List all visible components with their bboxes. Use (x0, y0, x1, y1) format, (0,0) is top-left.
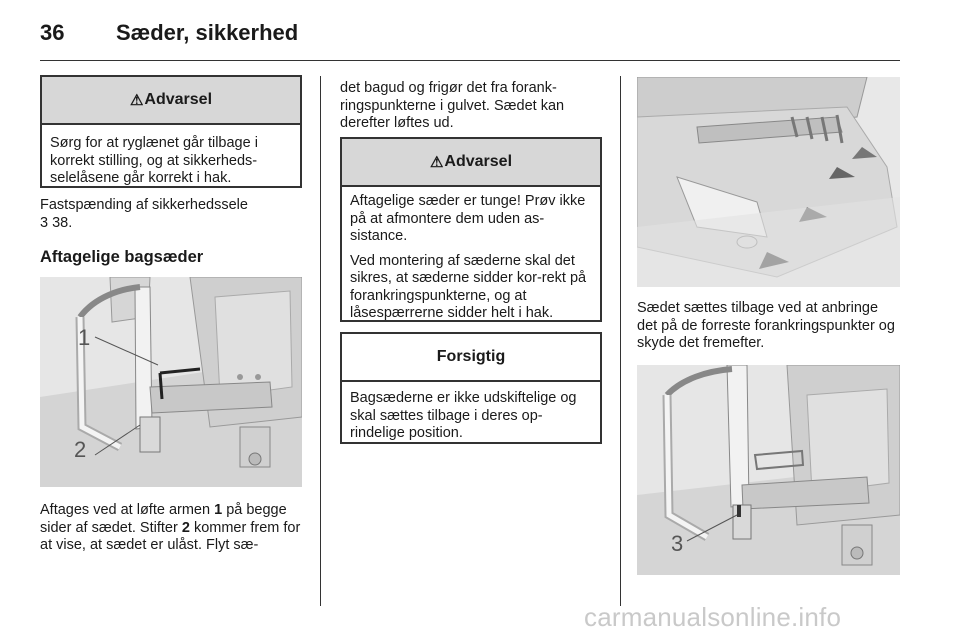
para-ref-2: 2 (181, 519, 190, 536)
warning-box-header (342, 139, 600, 187)
section-heading: Aftagelige bagsæder (40, 248, 204, 266)
figure-label-1: 1 (78, 325, 91, 350)
para-text-1: Aftages ved at løfte armen (40, 502, 215, 518)
caution-title: Forsigtig (436, 348, 506, 365)
caution-box (340, 332, 602, 444)
figure-seat-release (40, 277, 302, 487)
warning-text: Sørg for at ryglænet går tilbage i korrekt stilling, og at sikkerheds-selelåsene går korrekt i hak. (50, 135, 258, 186)
seat-anchors-illustration (637, 77, 900, 287)
column-divider-2 (620, 76, 621, 606)
header-rule (40, 60, 900, 61)
warning-text-2: Ved montering af sæderne skal det sikres, at sæderne sidder kor-rekt på forankringspunkterne, og at låsespærrerne sidder helt i hak. (350, 252, 587, 321)
warning-title: Advarsel (144, 91, 213, 108)
figure-seat-anchors (637, 77, 900, 287)
cross-reference-page[interactable]: 3 38. (40, 214, 73, 231)
para-text-2: på begge sider af sædet. Stifter (40, 502, 287, 536)
caution-text: Bagsæderne er ikke udskiftelige og skal sættes tilbage i deres op-rindelige position. (350, 390, 577, 441)
warning-box-2 (340, 137, 602, 322)
cross-reference (40, 197, 302, 232)
para-ref-1: 1 (214, 502, 223, 518)
warning-triangle-icon: ⚠ (129, 92, 144, 109)
warning-title: Advarsel (444, 153, 513, 170)
warning-text-1: Aftagelige sæder er tunge! Prøv ikke på at afmontere dem uden as-sistance. (350, 193, 586, 244)
warning-box-header (42, 77, 300, 125)
caution-box-header (342, 334, 600, 382)
removal-paragraph (40, 502, 302, 555)
page-number: 36 (40, 20, 65, 45)
watermark: carmanualsonline.info (584, 602, 842, 632)
column-divider-1 (320, 76, 321, 606)
figure-label-2: 2 (74, 437, 87, 462)
chapter-title: Sæder, sikkerhed (116, 20, 299, 45)
para-text-3: kommer frem for at vise, at sædet er ulåst. Flyt sæ- (40, 519, 301, 553)
figure-label-3: 3 (671, 531, 684, 556)
refit-paragraph: Sædet sættes tilbage ved at anbringe det på de forreste forankringspunkter og skyde det fremefter. (637, 300, 895, 351)
warning-triangle-icon: ⚠ (429, 154, 444, 171)
warning-box-1 (40, 75, 302, 188)
cross-reference-text: Fastspænding af sikkerhedssele (40, 197, 248, 213)
continued-paragraph: det bagud og frigør det fra forank-ringspunkterne i gulvet. Sædet kan derefter løftes ud. (340, 80, 565, 131)
warning-body (342, 187, 600, 331)
figure-seat-lock (637, 365, 900, 575)
